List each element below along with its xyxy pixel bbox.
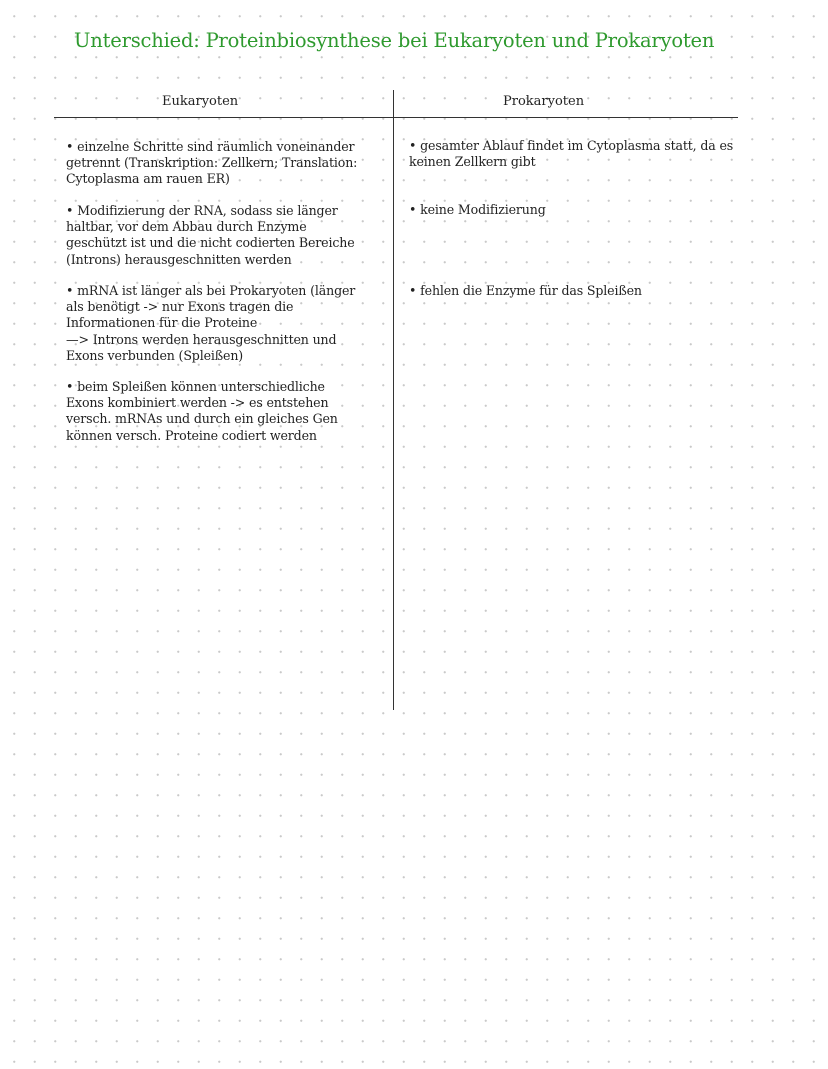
column-header-prokaryoten: Prokaryoten bbox=[503, 94, 585, 109]
eukaryoten-point-2 bbox=[66, 203, 355, 268]
prokaryoten-point-3 bbox=[409, 283, 642, 299]
text-line: Cytoplasma am rauen ER) bbox=[66, 171, 230, 187]
text-line: können versch. Proteine codiert werden bbox=[66, 427, 317, 443]
eukaryoten-point-1 bbox=[66, 139, 357, 188]
text-line: getrennt (Transkription: Zellkern; Translation: bbox=[66, 155, 358, 171]
text-line: Informationen für die Proteine bbox=[66, 315, 258, 331]
text-line: • einzelne Schritte sind räumlich voneinander bbox=[66, 139, 355, 154]
text-line: keinen Zellkern gibt bbox=[409, 154, 536, 170]
text-line: (Introns) herausgeschnitten werden bbox=[66, 251, 292, 267]
column-divider bbox=[393, 90, 394, 710]
text-line: Exons verbunden (Spleißen) bbox=[66, 347, 244, 363]
text-line: • Modifizierung der RNA, sodass sie länger bbox=[66, 203, 338, 218]
eukaryoten-point-4 bbox=[66, 379, 338, 444]
text-line: als benötigt -> nur Exons tragen die bbox=[66, 299, 294, 315]
text-line: • mRNA ist länger als bei Prokaryoten (länger bbox=[66, 283, 356, 298]
text-line: • gesamter Ablauf findet im Cytoplasma statt, da es bbox=[409, 138, 734, 153]
text-line: • keine Modifizierung bbox=[409, 202, 546, 217]
text-line: • fehlen die Enzyme für das Spleißen bbox=[409, 283, 642, 298]
text-line: geschützt ist und die nicht codierten Bereiche bbox=[66, 235, 355, 251]
eukaryoten-point-3 bbox=[66, 283, 355, 364]
text-line: —> Introns werden herausgeschnitten und bbox=[66, 331, 337, 347]
prokaryoten-point-1 bbox=[409, 138, 733, 170]
prokaryoten-point-2 bbox=[409, 202, 546, 218]
text-line: versch. mRNAs und durch ein gleiches Gen bbox=[66, 411, 338, 427]
text-line: haltbar, vor dem Abbau durch Enzyme bbox=[66, 219, 307, 235]
column-header-eukaryoten: Eukaryoten bbox=[162, 94, 239, 109]
text-line: Exons kombiniert werden -> es entstehen bbox=[66, 395, 329, 411]
header-divider bbox=[54, 117, 738, 118]
text-line: • beim Spleißen können unterschiedliche bbox=[66, 379, 325, 394]
page-title: Unterschied: Proteinbiosynthese bei Eukaryoten und Prokaryoten bbox=[74, 29, 715, 52]
